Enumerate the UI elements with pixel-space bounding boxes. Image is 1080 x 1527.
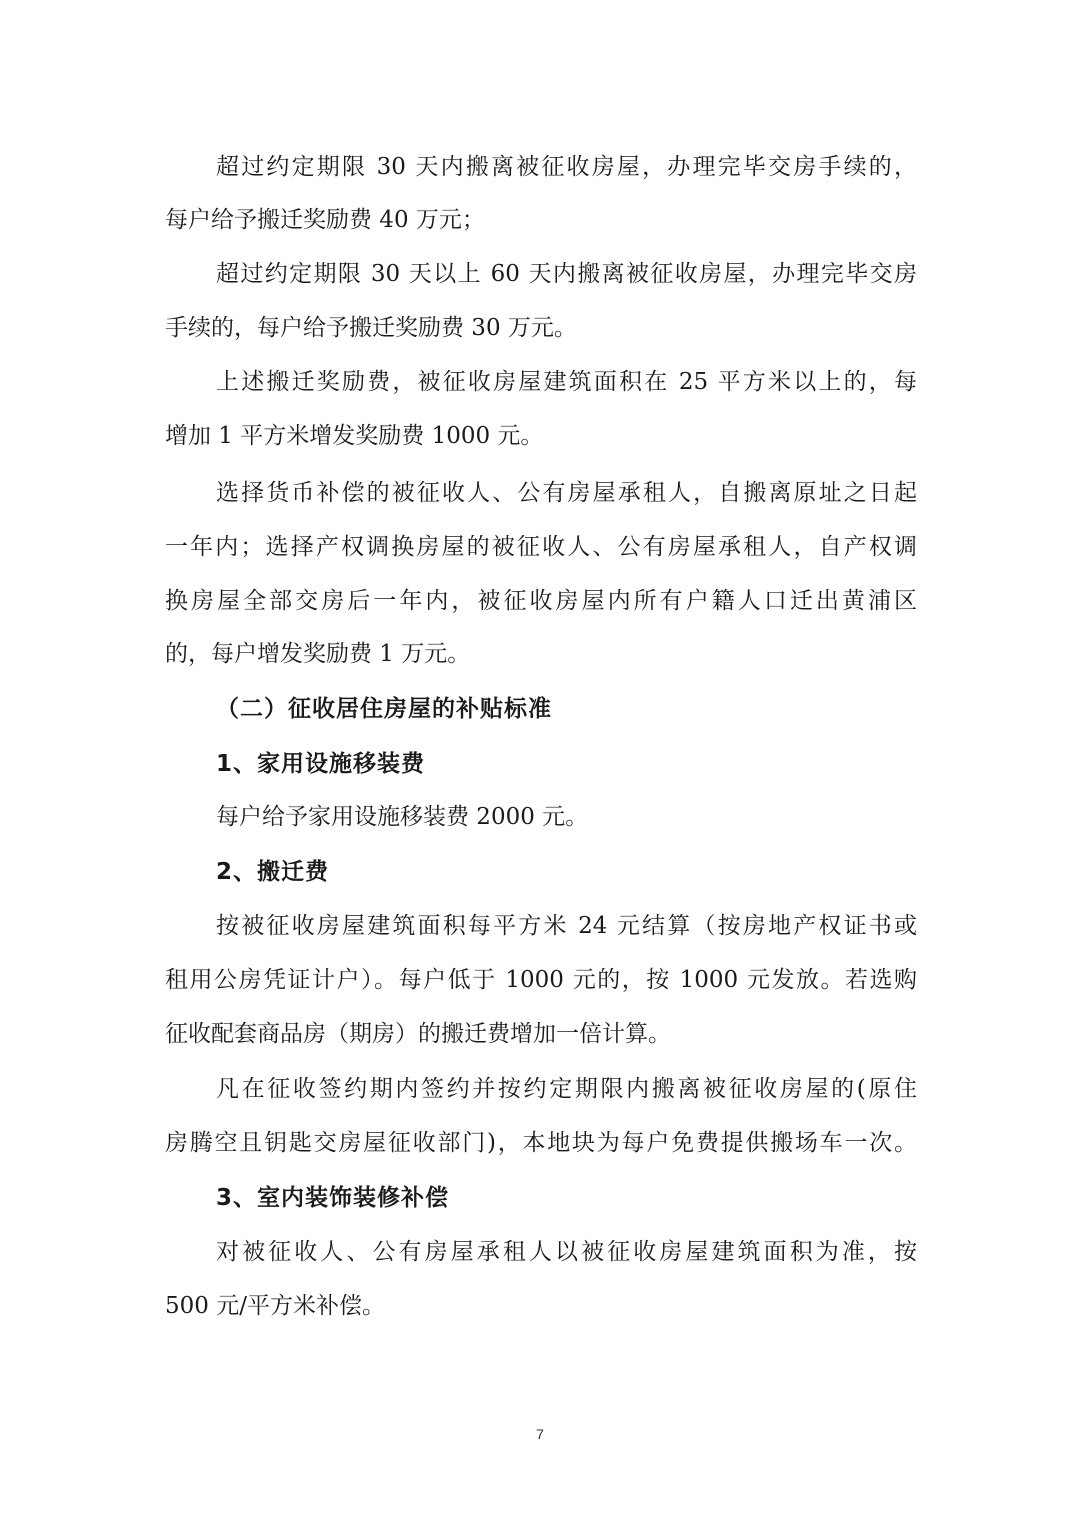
text-line: 一年内；选择产权调换房屋的被征收人、公有房屋承租人，自产权调	[165, 534, 917, 560]
subsection-heading: 2、搬迁费	[216, 859, 330, 885]
section-heading: （二）征收居住房屋的补贴标准	[216, 696, 552, 722]
text-line: 每户给予搬迁奖励费 40 万元；	[165, 207, 485, 233]
text-line: 征收配套商品房（期房）的搬迁费增加一倍计算。	[165, 1021, 671, 1047]
text-line: 500 元/平方米补偿。	[165, 1293, 385, 1319]
text-line: 的，每户增发奖励费 1 万元。	[165, 641, 471, 667]
text-line: 房腾空且钥匙交房屋征收部门)，本地块为每户免费提供搬场车一次。	[165, 1130, 917, 1156]
text-line: 上述搬迁奖励费，被征收房屋建筑面积在 25 平方米以上的，每	[216, 369, 917, 395]
text-line: 手续的，每户给予搬迁奖励费 30 万元。	[165, 315, 577, 341]
text-line: 按被征收房屋建筑面积每平方米 24 元结算（按房地产权证书或	[216, 913, 917, 939]
text-line: 凡在征收签约期内签约并按约定期限内搬离被征收房屋的(原住	[216, 1076, 917, 1102]
text-line: 每户给予家用设施移装费 2000 元。	[216, 804, 589, 830]
text-line: 租用公房凭证计户）。每户低于 1000 元的，按 1000 元发放。若选购	[165, 967, 917, 993]
text-line: 超过约定期限 30 天内搬离被征收房屋，办理完毕交房手续的，	[216, 154, 917, 180]
subsection-heading: 3、室内装饰装修补偿	[216, 1185, 450, 1211]
text-line: 对被征收人、公有房屋承租人以被征收房屋建筑面积为准，按	[216, 1239, 917, 1265]
text-line: 增加 1 平方米增发奖励费 1000 元。	[165, 423, 544, 449]
text-line: 选择货币补偿的被征收人、公有房屋承租人，自搬离原址之日起	[216, 480, 917, 506]
subsection-heading: 1、家用设施移装费	[216, 751, 426, 777]
text-line: 换房屋全部交房后一年内，被征收房屋内所有户籍人口迁出黄浦区	[165, 588, 917, 614]
page-number: 7	[536, 1426, 544, 1442]
text-line: 超过约定期限 30 天以上 60 天内搬离被征收房屋，办理完毕交房	[216, 261, 917, 287]
